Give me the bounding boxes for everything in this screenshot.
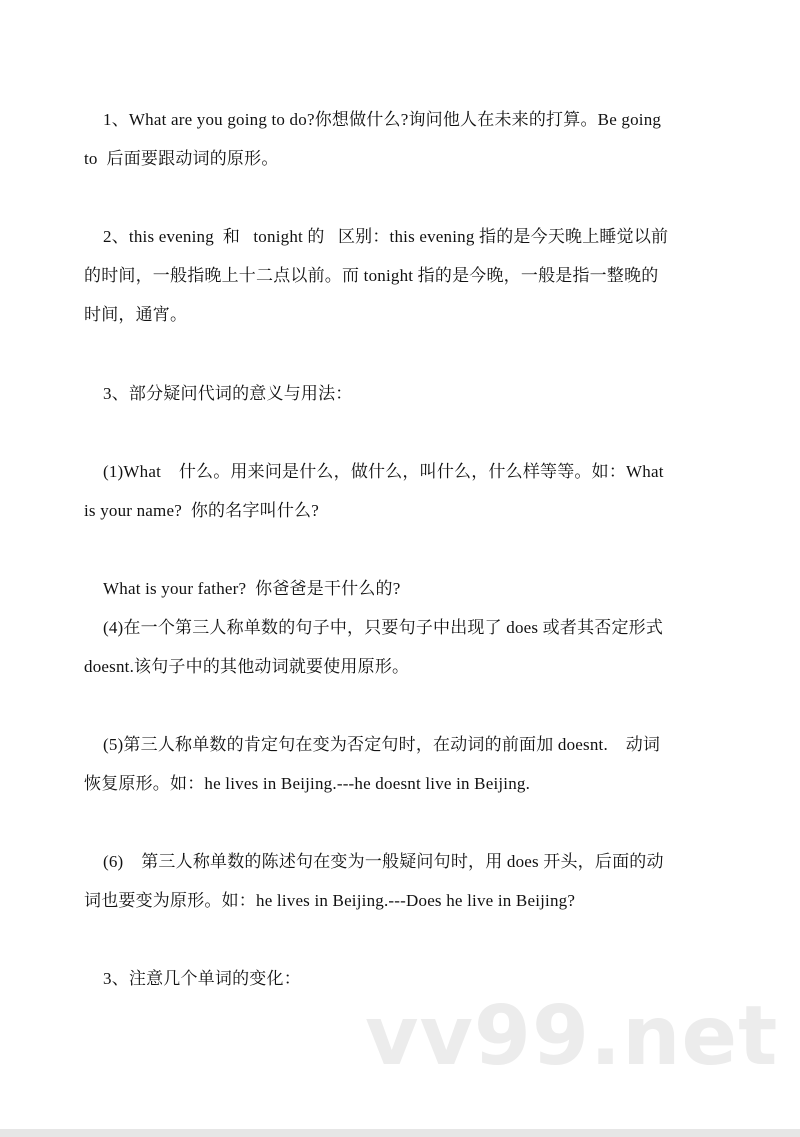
- paragraph-1-line-2: to 后面要跟动词的原形。: [84, 149, 279, 168]
- paragraph-2-line-1: 2、this evening 和 tonight 的 区别：this evening 指的是今天晚上睡觉以前: [103, 227, 669, 246]
- paragraph-5-line-3: doesnt.该句子中的其他动词就要使用原形。: [84, 657, 410, 676]
- paragraph-5-line-1: What is your father? 你爸爸是干什么的?: [103, 579, 401, 598]
- paragraph-1-line-1: 1、What are you going to do?你想做什么?询问他人在未来的打算。Be going: [103, 110, 662, 129]
- paragraph-3-line-1: 3、部分疑问代词的意义与用法：: [103, 384, 353, 403]
- paragraph-4-line-1: (1)What 什么。用来问是什么，做什么，叫什么，什么样等等。如：What: [103, 462, 664, 481]
- paragraph-8-line-1: 3、注意几个单词的变化：: [103, 969, 301, 988]
- paragraph-2-line-3: 时间，通宵。: [84, 305, 188, 324]
- paragraph-2-line-2: 的时间，一般指晚上十二点以前。而 tonight 指的是今晚，一般是指一整晚的: [84, 266, 659, 285]
- paragraph-6-line-2: 恢复原形。如：he lives in Beijing.---he doesnt live in Beijing.: [84, 774, 531, 793]
- paragraph-6-line-1: (5)第三人称单数的肯定句在变为否定句时，在动词的前面加 doesnt. 动词: [103, 735, 661, 754]
- paragraph-7-line-1: (6) 第三人称单数的陈述句在变为一般疑问句时，用 does 开头，后面的动: [103, 852, 664, 871]
- watermark: vv99.net: [365, 989, 779, 1084]
- paragraph-7-line-2: 词也要变为原形。如：he lives in Beijing.---Does he live in Beijing?: [84, 891, 576, 910]
- page-bottom-edge: [0, 1129, 800, 1137]
- paragraph-5-line-2: (4)在一个第三人称单数的句子中，只要句子中出现了 does 或者其否定形式: [103, 618, 664, 637]
- paragraph-4-line-2: is your name? 你的名字叫什么?: [84, 501, 320, 520]
